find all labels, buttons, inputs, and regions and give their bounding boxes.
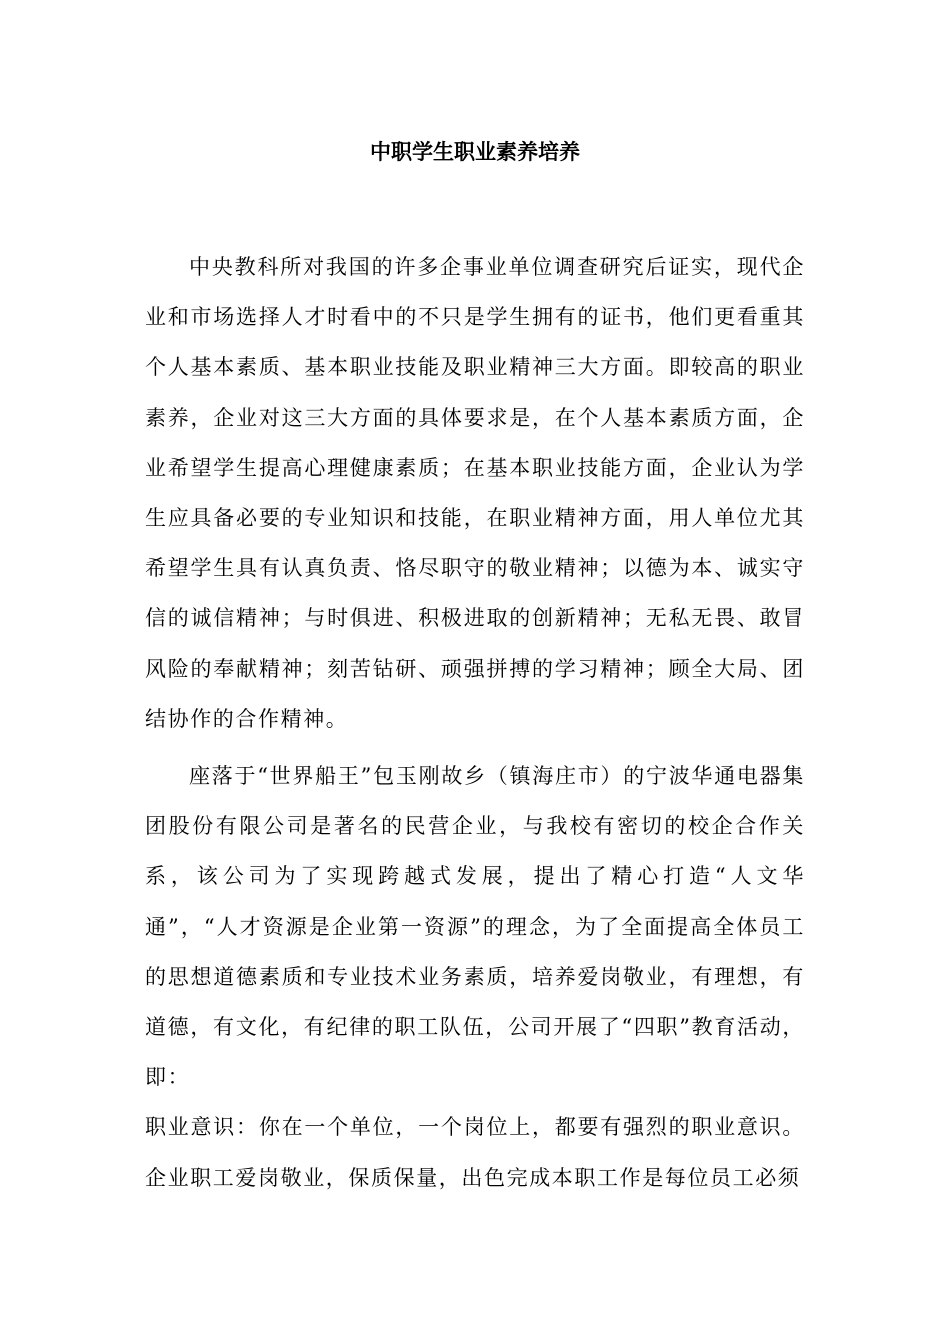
- paragraph-3: 职业意识：你在一个单位，一个岗位上，都要有强烈的职业意识。企业职工爱岗敬业，保质保量，出色完成本职工作是每位员工必须: [145, 1115, 805, 1190]
- paragraph-1: 中央教科所对我国的许多企事业单位调查研究后证实，现代企业和市场选择人才时看中的不只是学生拥有的证书，他们更看重其个人基本素质、基本职业技能及职业精神三大方面。即较高的职业素养，企业对这三大方面的具体要求是，在个人基本素质方面，企业希望学生提高心理健康素质；在基本职业技能方面，企业认为学生应具备必要的专业知识和技能，在职业精神方面，用人单位尤其希望学生具有认真负责、恪尽职守的敬业精神；以德为本、诚实守信的诚信精神；与时俱进、积极进取的创新精神；无私无畏、敢冒风险的奉献精神；刻苦钻研、顽强拼搏的学习精神；顾全大局、团结协作的合作精神。: [145, 255, 805, 731]
- document-body: [145, 242, 805, 1203]
- paragraph-2: 座落于“世界船王”包玉刚故乡（镇海庄市）的宁波华通电器集团股份有限公司是著名的民营企业，与我校有密切的校企合作关系，该公司为了实现跨越式发展，提出了精心打造“人文华通”，“人才资源是企业第一资源”的理念，为了全面提高全体员工的思想道德素质和专业技术业务素质，培养爱岗敬业，有理想，有道德，有文化，有纪律的职工队伍，公司开展了“四职”教育活动，即：: [145, 764, 805, 1090]
- document-title: 中职学生职业素养培养: [370, 140, 580, 164]
